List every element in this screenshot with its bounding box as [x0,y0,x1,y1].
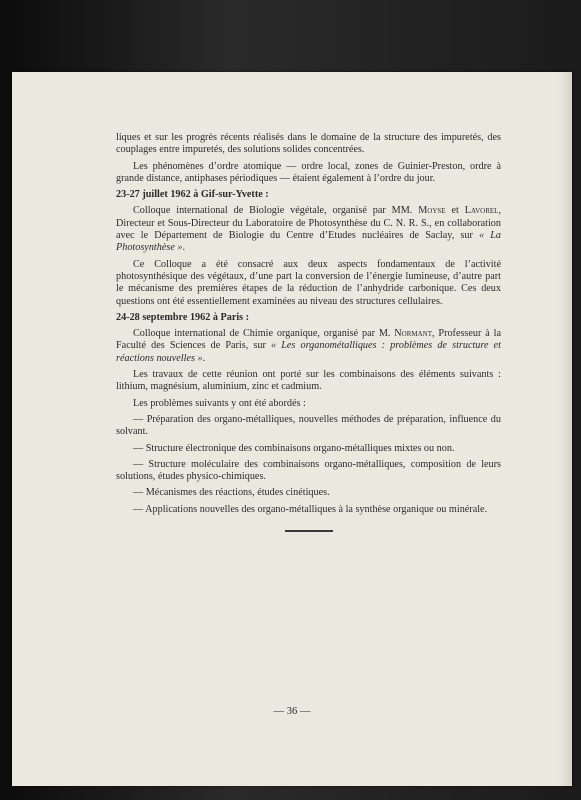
section-paris-paragraph-2: Les travaux de cette réunion ont porté sur les combinaisons des éléments suivants : lithium, magnésium, aluminium, zinc et cadmium. [116,369,501,393]
colloquium-title: « Les organométalliques : problèmes de structure et réactions nouvelles » [116,340,501,364]
organizer-name: Moyse [418,205,446,217]
section-heading-paris: 24-28 septembre 1962 à Paris : [116,311,250,323]
section-paris-paragraph-1: Colloque international de Chimie organique, organisé par M. Normant, Professeur à la Faculté des Sciences de Paris, sur « Les organométalliques : problèmes de structure et réactions nouvelles ». [116,328,501,364]
section-gif-paragraph-2: Ce Colloque a été consacré aux deux aspects fondamentaux de l’activité photosynthésique des végétaux, d’une part la conversion de l’énergie lumineuse, d’autre part le mécanisme des premières étapes de la réduction de l’anhydride carbonique. Ces deux questions ont été essentiellement examinées au niveau des structures cellulaires. [116,258,501,307]
ordering-paragraph: Les phénomènes d’ordre atomique — ordre local, zones de Guinier-Preston, ordre à grande distance, antiphases périodiques — étaient également à l’ordre du jour. [116,160,501,184]
section-heading-gif: 23-27 juillet 1962 à Gif-sur-Yvette : [116,189,269,201]
list-item: — Préparation des organo-métalliques, nouvelles méthodes de préparation, influence du solvant. [116,413,501,438]
section-paris-paragraph-3: Les problèmes suivants y ont été abordés : [133,397,306,409]
page-content [116,132,501,532]
section-divider [285,530,333,532]
colloquium-title: « La Photosynthèse » [116,230,501,254]
organizer-name: Lavorel [464,205,499,217]
list-item: — Applications nouvelles des organo-métalliques à la synthèse organique ou minérale. [133,503,488,515]
list-item: — Mécanismes des réactions, études cinétiques. [133,487,330,499]
list-item: — Structure électronique des combinaisons organo-métalliques mixtes ou non. [133,442,455,454]
list-item: — Structure moléculaire des combinaisons organo-métalliques, composition de leurs solutions, études physico-chimiques. [116,458,501,483]
organizer-name: Normant [394,328,432,340]
section-gif-paragraph-1: Colloque international de Biologie végétale, organisé par MM. Moyse et Lavorel, Directeur et Sous-Directeur du Laboratoire de Photosynthèse du C. N. R. S., en collaboration avec le Département de Biologie du Centre d’Etudes nucléaires de Saclay, sur « La Photosynthèse ». [116,205,501,254]
page-number: — 36 — [273,706,311,717]
document-page [12,72,572,786]
continued-paragraph: liques et sur les progrès récents réalisés dans le domaine de la structure des impuretés, des couplages entre impuretés, des solutions solides concentrées. [116,132,501,156]
